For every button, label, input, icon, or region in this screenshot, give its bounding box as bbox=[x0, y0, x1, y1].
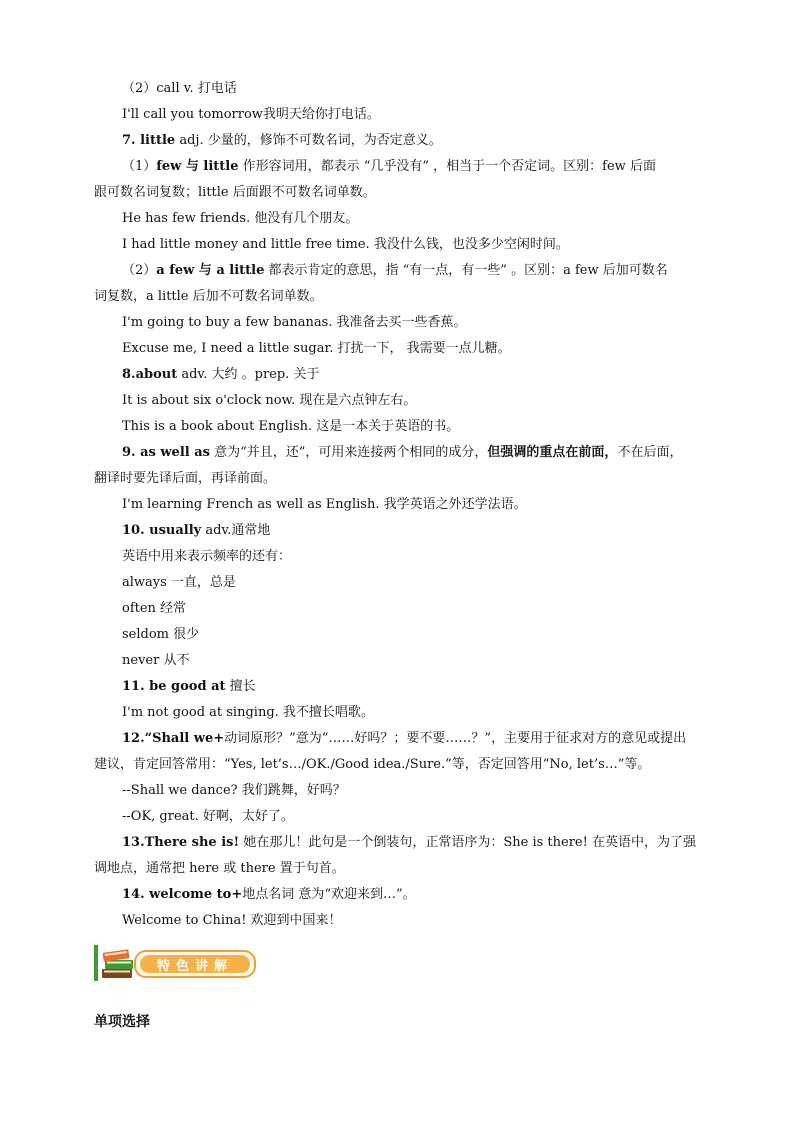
term: 8.about bbox=[122, 367, 178, 382]
item-10-usually bbox=[122, 522, 270, 540]
text: （2） bbox=[122, 263, 157, 278]
example bbox=[122, 912, 342, 930]
example bbox=[122, 418, 459, 436]
term: 13.There she is! bbox=[122, 835, 240, 850]
text: adv.通常地 bbox=[201, 523, 271, 538]
text: He has few friends. 他没有几个朋友。 bbox=[122, 211, 359, 226]
example bbox=[122, 782, 346, 800]
text: （2）call v. 打电话 bbox=[122, 81, 237, 96]
text: --Shall we dance? 我们跳舞，好吗？ bbox=[122, 783, 346, 798]
line bbox=[122, 262, 668, 280]
example bbox=[122, 236, 569, 254]
text: 调地点，通常把 here 或 there 置于句首。 bbox=[94, 861, 345, 876]
text: 都表示肯定的意思，指 “有一点，有一些” 。区别：a few 后加可数名 bbox=[264, 263, 668, 278]
text: 意为“并且，还”，可用来连接两个相同的成分， bbox=[209, 445, 488, 460]
text: Welcome to China! 欢迎到中国来！ bbox=[122, 913, 342, 928]
banner-label-pill bbox=[134, 950, 256, 978]
text: 她在那儿！此句是一个倒装句，正常语序为：She is there! 在英语中，为了强 bbox=[239, 835, 696, 850]
example bbox=[122, 314, 467, 332]
item-12-shall-we bbox=[122, 730, 686, 748]
item-13-there-she-is bbox=[122, 834, 696, 852]
text: （1） bbox=[122, 159, 157, 174]
line bbox=[94, 288, 323, 306]
banner-label: 特色讲解 bbox=[156, 958, 233, 974]
text: seldom 很少 bbox=[122, 627, 200, 642]
example bbox=[122, 704, 374, 722]
term: few 与 little bbox=[156, 159, 239, 174]
item-7-little bbox=[122, 132, 442, 150]
section-title: 单项选择 bbox=[94, 1014, 150, 1030]
example bbox=[122, 340, 511, 358]
term: 14. welcome to+ bbox=[122, 887, 243, 902]
list-item bbox=[122, 652, 189, 670]
example bbox=[122, 210, 358, 228]
text: 词复数，a little 后加不可数名词单数。 bbox=[94, 289, 323, 304]
text: This is a book about English. 这是一本关于英语的书。 bbox=[122, 419, 460, 434]
list-item bbox=[122, 574, 236, 592]
list-item bbox=[122, 626, 199, 644]
text: I had little money and little free time. 我没什么钱，也没多少空闲时间。 bbox=[122, 237, 569, 252]
text: I'm not good at singing. 我不擅长唱歌。 bbox=[122, 705, 374, 720]
term: 11. be good at bbox=[122, 679, 226, 694]
line bbox=[94, 860, 345, 878]
text: often 经常 bbox=[122, 601, 187, 616]
text: 不在后面， bbox=[617, 445, 683, 460]
text: never 从不 bbox=[122, 653, 190, 668]
text: 建议，肯定回答常用：“Yes, let’s…/OK./Good idea./Sure.”等，否定回答用“No, let’s…”等。 bbox=[94, 757, 651, 772]
term: 12.“Shall we+ bbox=[122, 731, 225, 746]
text: adj. 少量的，修饰不可数名词，为否定意义。 bbox=[175, 133, 442, 148]
term: 9. as well as bbox=[122, 445, 210, 460]
banner-accent-bar bbox=[94, 945, 98, 981]
example bbox=[122, 496, 527, 514]
text: 英语中用来表示频率的还有： bbox=[122, 549, 292, 564]
item-11-be-good-at bbox=[122, 678, 256, 696]
text: 跟可数名词复数；little 后面跟不可数名词单数。 bbox=[94, 185, 376, 200]
text: Excuse me, I need a little sugar. 打扰一下， 我需要一点儿糖。 bbox=[122, 341, 511, 356]
item-9-as-well-as bbox=[122, 444, 682, 462]
text: 动词原形？”意为“……好吗？；要不要……？”，主要用于征求对方的意见或提出 bbox=[224, 731, 687, 746]
term: 7. little bbox=[122, 133, 176, 148]
text: --OK, great. 好啊，太好了。 bbox=[122, 809, 294, 824]
term: 10. usually bbox=[122, 523, 202, 538]
emphasis: 但强调的重点在前面， bbox=[487, 445, 618, 460]
text: always 一直，总是 bbox=[122, 575, 236, 590]
books-icon bbox=[100, 945, 138, 981]
text: 翻译时要先译后面，再译前面。 bbox=[94, 471, 277, 486]
line bbox=[122, 106, 380, 124]
example bbox=[122, 808, 294, 826]
example bbox=[122, 392, 416, 410]
text: I'll call you tomorrow我明天给你打电话。 bbox=[122, 107, 380, 122]
line bbox=[122, 158, 656, 176]
list-item bbox=[122, 600, 186, 618]
text: I'm going to buy a few bananas. 我准备去买一些香蕉。 bbox=[122, 315, 467, 330]
text: I'm learning French as well as English. 我学英语之外还学法语。 bbox=[122, 497, 527, 512]
text: It is about six o'clock now. 现在是六点钟左右。 bbox=[122, 393, 417, 408]
term: a few 与 a little bbox=[156, 263, 265, 278]
item-14-welcome-to bbox=[122, 886, 416, 904]
line bbox=[94, 470, 276, 488]
line bbox=[94, 756, 650, 774]
line bbox=[94, 184, 376, 202]
feature-banner bbox=[94, 941, 264, 983]
text: 作形容词用，都表示 “几乎没有” ，相当于一个否定词。区别：few 后面 bbox=[238, 159, 656, 174]
line bbox=[122, 80, 237, 98]
text: adv. 大约 。prep. 关于 bbox=[177, 367, 320, 382]
text: 擅长 bbox=[225, 679, 256, 694]
text: 地点名词 意为“欢迎来到…”。 bbox=[242, 887, 416, 902]
item-8-about bbox=[122, 366, 319, 384]
line bbox=[122, 548, 291, 566]
